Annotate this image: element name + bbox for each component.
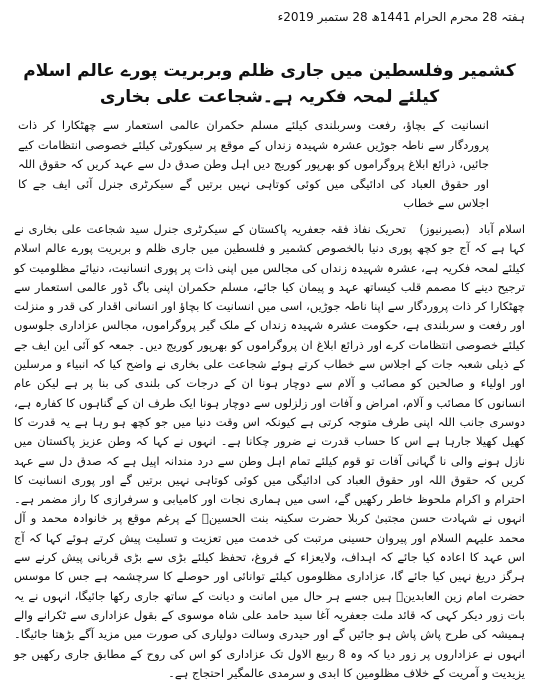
news-source: (بصیرنیوز) [419, 222, 470, 236]
article-body [14, 220, 526, 680]
article-paragraph [14, 220, 525, 683]
dateline-city: اسلام آباد [478, 222, 526, 236]
dateline: ہفتہ 28 محرم الحرام 1441ھ 28 ستمبر 2019ء [277, 10, 525, 24]
summary-block [18, 116, 489, 214]
headline: کشمیر وفلسطین میں جاری ظلم وبربریت پورے عالم اسلام کیلئے لمحہ فکریہ ہے۔شجاعت علی بخاری [23, 61, 516, 107]
summary-text: انسانیت کے بچاؤ، رفعت وسربلندی کیلئے مسلم حکمران عالمی استعمار سے چھٹکارا کر ذات پروردگار سے ناطہ جوڑیں عشرہ شہیدہ زنداں کے موقع پر سیکورٹی کیلئے خصوصی انتظامات کیے جائیں، ذرائع ابلاغ پروگراموں کو بھرپور کوریج دیں اہل وطن صدق دل سے عہد کریں کہ حقوق اللہ اور حقوق العباد کی ادائیگی میں کوئی کوتاہی نہیں برتیں گے سیکرٹری جنرل آئی ایف جے کا اجلاس سے خطاب [18, 118, 489, 210]
article-text: تحریک نفاذ فقہ جعفریہ پاکستان کے سیکرٹری جنرل سید شجاعت علی بخاری نے کہا ہے کہ آج جو کچھ پوری دنیا بالخصوص کشمیر و فلسطین میں جاری ظلم و بربریت پورے عالم اسلام کیلئے لمحہ فکریہ ہے، عشرہ شہیدہ زنداں کی مجالس میں اپنی ذات پر پوری انسانیت، دنیائے مظلومیت کو ترجیح دینے کا مصمم قلب کیساتھ عہد و پیمان کیا جائے، مسلم حکمران اپنی باگ ڈور عالمی استعمار سے چھٹکارا کر ذات پروردگار سے اپنا ناطہ جوڑیں، اسی میں انسانیت کا بچاؤ اور انسانی اقدار کی قدر و منزلت اور رفعت و سربلندی ہے، حکومت عشرہ شہیدہ زنداں کے ملک گیر پروگراموں، مجالس عزاداری جلوسوں کیلئے خصوصی انتظامات کرے اور ذرائع ابلاغ ان پروگراموں کو بھرپور کوریج دیں۔ جمعہ کو آئی این ایف جے کے ذیلی شعبہ جات کے اجلاس سے خطاب کرتے ہوئے شجاعت علی بخاری نے واضح کیا کہ انبیاء و مرسلین اور اولیاء و صالحین کو مصائب و آلام سے دوچار ہونا ان کے درجات کی بلندی کی بنا پر ہے لیکن عام انسانوں کا مصائب و آلام، امراض و آفات اور زلزلوں سے دوچار ہونا ایک طرف ان کے گناہوں کا کفارہ ہے، دوسری جانب اللہ اپنی طرف متوجہ کرتی ہے کیونکہ اس وقت دنیا میں جو کچھ ہو رہا ہے یہ قدرت کا کھیل کھیلا جارہا ہے اس کا حساب قدرت نے ضرور چکانا ہے۔ انہوں نے کہا کہ وطن عزیز پاکستان میں نازل ہونے والی نا گہانی آفات تو قوم کیلئے تمام اہل وطن سے درد مندانہ اپیل ہے کہ صدق دل سے عہد کریں کہ حقوق اللہ اور حقوق العباد کی ادائیگی میں کوئی کوتاہی نہیں برتیں گے اور پوری انسانیت کا احترام و اکرام ملحوظ خاطر رکھیں گے، اسی میں ہماری نجات اور کامیابی و سرفرازی کا راز مضمر ہے۔ انہوں نے شہادت حسن مجتبیٰ کربلا حضرت سکینہ بنت الحسینؑ کے پرغم موقع پر خانوادہ محمد و آل محمد علیہم السلام اور پیروان حسینی مرتبت کی خدمت میں تعزیت و تسلیت پیش کرتے ہوئے کہا کہ آج اس عہد کا اعادہ کیا جائے کہ اہداف، ولایعزاء کے فروغ، تحفظ کیلئے بڑی سے بڑی قربانی پیش کرنے سے ہرگز دریغ نہیں کیا جائے گا، عزاداری مظلوموں کیلئے توانائی اور حوصلے کا سرچشمہ ہے جس کا موسس حضرت امام زین العابدینؑ ہیں جسے ہر حال میں امانت و دیانت کے ساتھ جاری رکھا جائیگا، انہوں نے یہ بات زور دیکر کہی کہ قائد ملت جعفریہ آغا سید حامد علی شاہ موسوی کے بقول عزاداری سے ٹکرانے والے ہمیشہ کی طرح پاش پاش ہو جائیں گے اور حیدری وسالت دولیاری کی صورت میں مزید آگے بڑھتا جائیگا۔ انہوں نے عزاداروں پر زور دیا کہ وہ 8 ربیع الاول تک عزاداری کو اس کی روح کے مطابق جاری رکھیں جو یزیدیت و آمریت کے خلاف مظلومین کا ابدی و سرمدی عالمگیر احتجاج ہے۔ [14, 222, 525, 680]
